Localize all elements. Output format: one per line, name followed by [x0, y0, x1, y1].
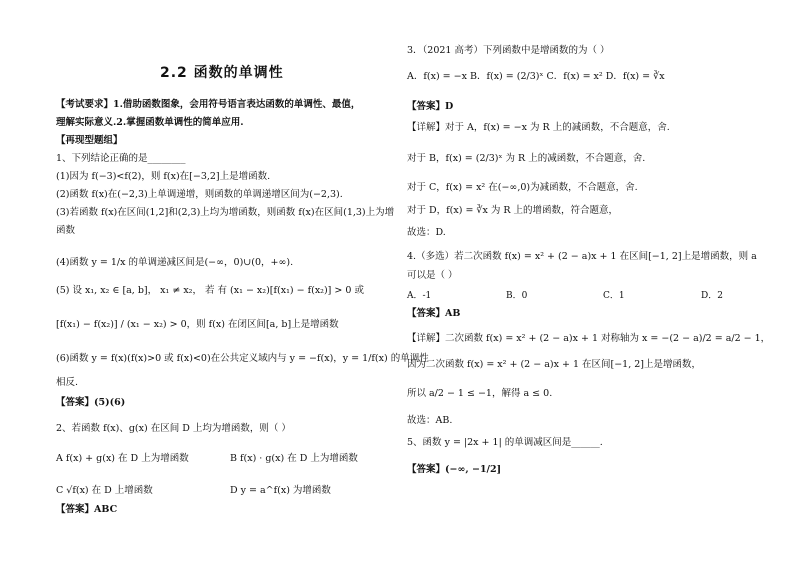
conclusion-3: 故选：D. [407, 227, 446, 238]
question-5: 5、函数 y = |2x + 1| 的单调减区间是______. [407, 437, 603, 448]
answer-1: 【答案】(5)(6) [56, 397, 126, 408]
answer-3: 【答案】D [407, 101, 454, 112]
option-2a: A f(x) + g(x) 在 D 上为增函数 [56, 453, 189, 464]
question-4-cont: 可以是（ ） [407, 270, 458, 281]
statement-5: (5) 设 x₁, x₂ ∈ [a, b]， x₁ ≠ x₂， 若 有 (x₁ − x₂)[f(x₁) − f(x₂)] > 0 或 [56, 285, 364, 296]
statement-5-cont: [f(x₁) − f(x₂)] / (x₁ − x₂) > 0，则 f(x) 在闭区间[a, b]上是增函数 [56, 319, 339, 330]
option-4c: C．1 [603, 291, 625, 301]
option-4b: B．0 [506, 291, 528, 301]
section-heading: 【再现型题组】 [56, 135, 123, 146]
option-2c: C √f(x) 在 D 上增函数 [56, 485, 153, 496]
question-3-options: A．f(x) = −x B．f(x) = (2/3)ˣ C．f(x) = x² D．f(x) = ∛x [407, 71, 665, 82]
detail-3d: 对于 D，f(x) = ∛x 为 R 上的增函数，符合题意， [407, 205, 619, 216]
detail-3b: 对于 B，f(x) = (2/3)ˣ 为 R 上的减函数，不合题意，舍. [407, 153, 646, 164]
exam-requirement-line1: 【考试要求】1.借助函数图象，会用符号语言表达函数的单调性、最值， [56, 99, 361, 110]
statement-6: (6)函数 y = f(x)(f(x)>0 或 f(x)<0)在公共定义域内与 y = −f(x)，y = 1/f(x) 的单调性 [56, 353, 429, 364]
question-4: 4.（多选）若二次函数 f(x) = x² + (2 − a)x + 1 在区间[−1, 2]上是增函数，则 a [407, 251, 757, 262]
question-1: 1、下列结论正确的是________ [56, 153, 186, 164]
question-2: 2、若函数 f(x)、g(x) 在区间 D 上均为增函数，则（ ） [56, 423, 291, 434]
detail-3a: 【详解】对于 A，f(x) = −x 为 R 上的减函数，不合题意，舍. [407, 122, 670, 133]
exam-requirement-line2: 理解实际意义.2.掌握函数单调性的简单应用. [56, 117, 244, 128]
answer-2: 【答案】ABC [56, 504, 118, 515]
detail-4a: 【详解】二次函数 f(x) = x² + (2 − a)x + 1 对称轴为 x = −(2 − a)/2 = a/2 − 1， [407, 333, 771, 344]
statement-4: (4)函数 y = 1/x 的单调递减区间是(−∞，0)∪(0，+∞). [56, 257, 294, 268]
statement-2: (2)函数 f(x)在(−2,3)上单调递增，则函数的单调递增区间为(−2,3). [56, 189, 343, 200]
answer-5: 【答案】(−∞, −1/2] [407, 464, 502, 475]
answer-4: 【答案】AB [407, 308, 461, 319]
conclusion-4: 故选：AB. [407, 415, 453, 426]
option-2d: D y = a^f(x) 为增函数 [230, 485, 331, 496]
option-2b: B f(x) · g(x) 在 D 上为增函数 [230, 453, 358, 464]
statement-6-cont: 相反. [56, 377, 79, 388]
option-4a: A．-1 [407, 291, 432, 301]
detail-3c: 对于 C，f(x) = x² 在(−∞,0)为减函数，不合题意，舍. [407, 182, 638, 193]
question-3: 3．（2021 高考）下列函数中是增函数的为（ ） [407, 45, 610, 56]
statement-1: (1)因为 f(−3)<f(2)，则 f(x)在[−3,2]上是增函数. [56, 171, 271, 182]
option-4d: D．2 [701, 291, 723, 301]
statement-3-cont: 函数 [56, 225, 76, 236]
page-title: 2.2 函数的单调性 [160, 65, 284, 81]
detail-4b: 因为二次函数 f(x) = x² + (2 − a)x + 1 在区间[−1, 2]上是增函数， [407, 359, 702, 370]
detail-4c: 所以 a/2 − 1 ≤ −1，解得 a ≤ 0. [407, 388, 553, 399]
statement-3: (3)若函数 f(x)在区间(1,2]和(2,3)上均为增函数，则函数 f(x)在区间(1,3)上为增 [56, 207, 395, 218]
